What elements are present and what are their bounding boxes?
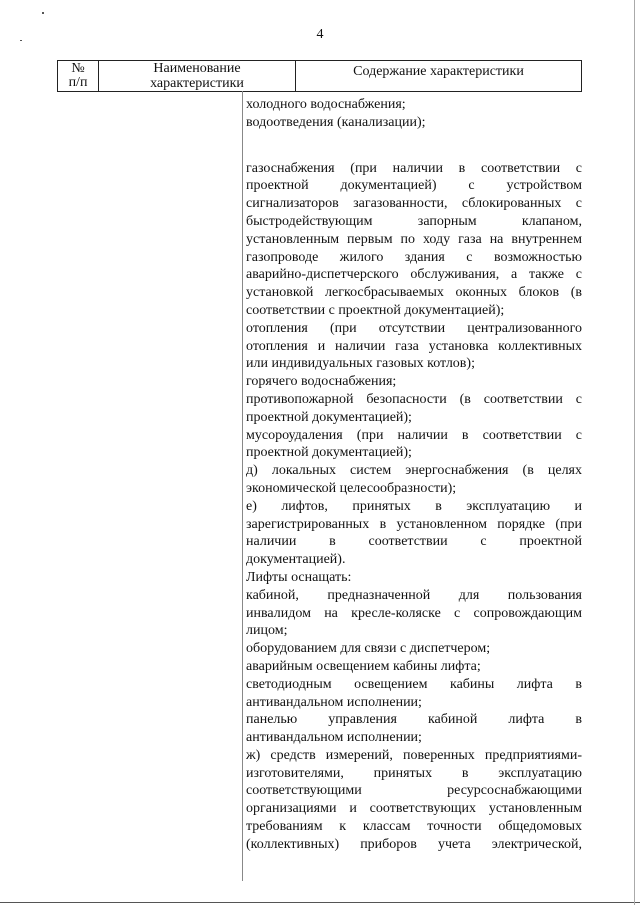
content-line: антивандальном исполнении; <box>246 730 422 746</box>
content-block-systems <box>246 160 582 854</box>
column-divider <box>242 91 243 881</box>
content-line: инвалидом на кресле-коляске с сопровождающим <box>246 605 582 621</box>
page-right-edge <box>634 0 635 905</box>
paragraph-gap <box>246 132 582 160</box>
content-line: требованиям к классам точности общедомовых <box>246 819 582 835</box>
content-line: кабиной, предназначенной для пользования <box>246 587 582 603</box>
content-line: газопроводе жилого здания с возможностью <box>246 249 582 265</box>
content-line: (коллективных) приборов учета электрической, <box>246 836 582 852</box>
content-line: мусороудаления (при наличии в соответствии с <box>246 427 582 443</box>
content-line: отопления и наличии газа установка коллективных <box>246 338 582 354</box>
characteristic-content <box>246 96 582 854</box>
header-name-line2: характеристики <box>150 76 244 91</box>
header-content-label: Содержание характеристики <box>353 64 524 79</box>
content-line: соответствии с проектной документацией); <box>246 302 505 318</box>
content-line: соответствующими ресурсоснабжающими <box>246 783 582 799</box>
content-line: изготовителями, принятых в эксплуатацию <box>246 765 582 781</box>
header-number-label: п/п <box>68 75 88 90</box>
content-block-water <box>246 96 582 132</box>
content-line: или индивидуальных газовых котлов); <box>246 356 475 372</box>
content-line: проектной документацией); <box>246 409 412 425</box>
content-line: д) локальных систем энергоснабжения (в целях <box>246 463 582 479</box>
content-line: противопожарной безопасности (в соответствии с <box>246 391 582 407</box>
table-header <box>57 60 582 92</box>
content-line: горячего водоснабжения; <box>246 374 397 390</box>
content-line: панелью управления кабиной лифта в <box>246 712 582 728</box>
content-line: антивандальном исполнении; <box>246 694 422 710</box>
content-line: быстродействующим запорным клапаном, <box>246 213 582 229</box>
content-line: наличии в соответствии с проектной <box>246 534 582 550</box>
content-line: Лифты оснащать: <box>246 569 352 585</box>
page-bottom-edge <box>0 902 640 903</box>
content-line: оборудованием для связи с диспетчером; <box>246 641 491 657</box>
content-line: экономической целесообразности); <box>246 480 457 496</box>
content-line: водоотведения (канализации); <box>246 114 426 130</box>
content-line: организациями и соответствующих установленным <box>246 801 582 817</box>
content-line: зарегистрированных в установленном порядке (при <box>246 516 582 532</box>
scan-mark-dot <box>42 12 44 14</box>
content-line: светодиодным освещением кабины лифта в <box>246 676 582 692</box>
page-number: 4 <box>316 27 324 42</box>
header-number-column <box>58 61 99 91</box>
content-line: установленным первым по ходу газа на внутреннем <box>246 231 582 247</box>
content-line: е) лифтов, принятых в эксплуатацию и <box>246 498 582 514</box>
content-line: холодного водоснабжения; <box>246 97 406 112</box>
header-content-column <box>296 61 581 91</box>
content-line: установкой легкосбрасываемых оконных блоков (в <box>246 285 582 301</box>
content-line: отопления (при отсутствии централизованного <box>246 320 582 336</box>
content-line: газоснабжения (при наличии в соответствии с <box>246 160 582 176</box>
content-line: сигнализаторов загазованности, сблокированных с <box>246 196 582 212</box>
header-number-symbol: № <box>71 61 85 76</box>
content-line: аварийным освещением кабины лифта; <box>246 658 481 674</box>
content-line: документацией). <box>246 552 346 568</box>
scan-mark-dash <box>20 40 22 41</box>
header-name-line1: Наименование <box>153 61 241 76</box>
content-line: лицом; <box>246 623 288 639</box>
header-name-column <box>99 61 296 91</box>
content-line: ж) средств измерений, поверенных предприятиями- <box>246 747 582 763</box>
content-line: аварийно-диспетчерского обслуживания, а также с <box>246 267 582 283</box>
content-line: проектной документацией) с устройством <box>246 178 582 194</box>
content-line: проектной документацией); <box>246 445 412 461</box>
